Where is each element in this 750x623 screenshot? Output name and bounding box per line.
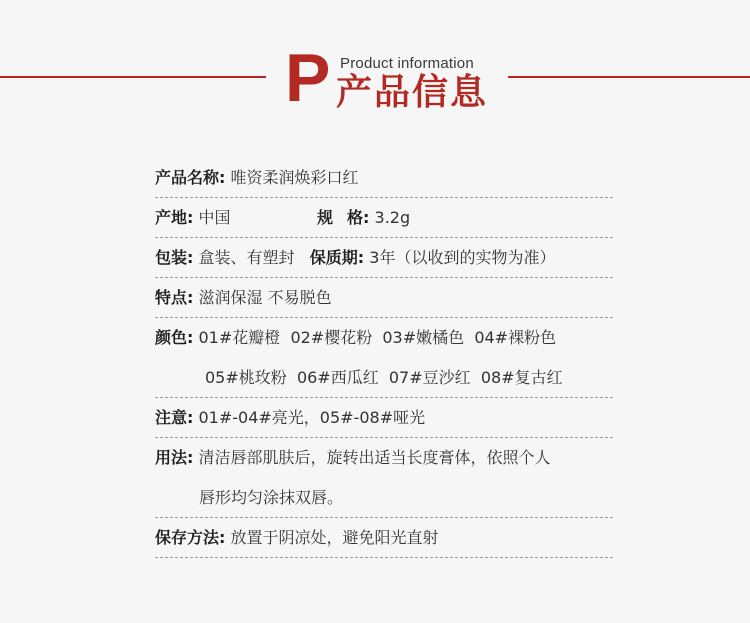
- value-note: 01#-04#亮光，05#-08#哑光: [198, 408, 426, 427]
- value-origin: 中国: [198, 208, 231, 227]
- label-spec-b: 格:: [347, 208, 370, 227]
- label-usage: 用法:: [155, 448, 194, 467]
- spec-group: [317, 198, 410, 237]
- value-storage: 放置于阴凉处，避免阳光直射: [230, 528, 439, 547]
- value-colors-line1: 01#花瓣橙 02#樱花粉 03#嫩橘色 04#裸粉色: [198, 328, 557, 347]
- page-title: 产品信息: [336, 72, 489, 113]
- header-subtitle: Product information: [340, 55, 474, 72]
- value-colors-line2: 05#桃玫粉 06#西瓜红 07#豆沙红 08#复古红: [205, 367, 563, 387]
- header-letter: P: [285, 40, 331, 116]
- row-origin-spec: [155, 198, 613, 238]
- label-package: 包装:: [155, 248, 194, 267]
- product-info-list: [155, 158, 613, 558]
- row-usage: [155, 438, 613, 518]
- row-feature: [155, 278, 613, 318]
- value-package: 盒装、有塑封: [198, 248, 295, 267]
- label-origin: 产地:: [155, 208, 194, 227]
- value-product-name: 唯资柔润焕彩口红: [230, 168, 359, 187]
- value-usage-line1: 清洁唇部肌肤后，旋转出适当长度膏体，依照个人: [198, 448, 551, 467]
- row-package-shelf: [155, 238, 613, 278]
- header-divider-right: [508, 76, 750, 78]
- value-feature: 滋润保湿 不易脱色: [198, 288, 332, 307]
- value-usage-line2: 唇形均匀涂抹双唇。: [199, 487, 344, 507]
- label-feature: 特点:: [155, 288, 194, 307]
- label-note: 注意:: [155, 408, 194, 427]
- header-divider-left: [0, 76, 266, 78]
- row-colors: [155, 318, 613, 398]
- label-colors: 颜色:: [155, 328, 194, 347]
- row-product-name: [155, 158, 613, 198]
- row-storage: [155, 518, 613, 558]
- label-shelf-life: 保质期:: [309, 248, 365, 267]
- value-spec: 3.2g: [374, 208, 411, 227]
- label-storage: 保存方法:: [155, 528, 226, 547]
- row-note: [155, 398, 613, 438]
- label-spec-a: 规: [317, 208, 334, 227]
- label-product-name: 产品名称:: [155, 168, 226, 187]
- value-shelf-life: 3年（以收到的实物为准）: [369, 248, 556, 267]
